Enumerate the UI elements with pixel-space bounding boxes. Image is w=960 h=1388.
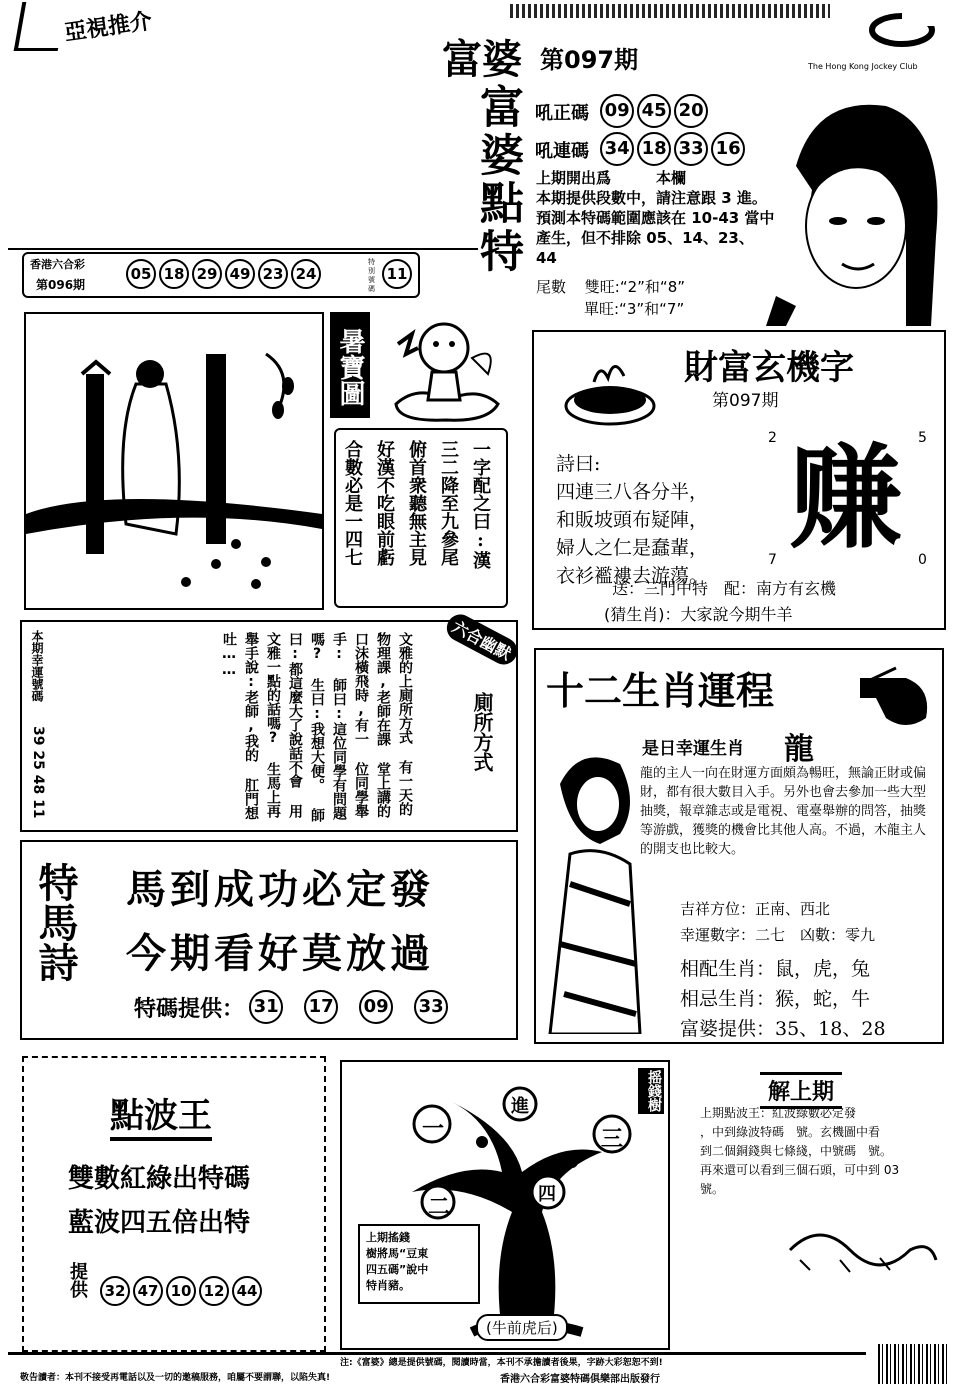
wave-number-ball: 44 [232, 1276, 262, 1306]
corner-digit: 2 [768, 430, 777, 446]
joke-column: 有一天的物理課,老師在課 [375, 632, 413, 816]
link-picks-label: 吼連碼 [535, 140, 589, 162]
fist-illustration [856, 658, 936, 738]
main-number-ball: 09 [600, 94, 634, 128]
footer-note: 注:《富婆》總是提供號碼，閱讀時當，本刊不承擔讀者後果，字跡大彩恕恕不到! [340, 1358, 663, 1368]
corner-digit: 0 [918, 552, 927, 568]
zodiac-title: 十二生肖運程 [546, 668, 775, 713]
poem-label: 詩曰: [556, 453, 601, 475]
poem-number-ball: 33 [414, 990, 448, 1024]
joke-column: 生馬上再舉手說:老師,我的 [243, 632, 281, 818]
main-number-ball: 45 [637, 94, 671, 128]
previous-number-ball: 05 [126, 259, 156, 289]
previous-numbers [126, 259, 324, 289]
fortune-poem [556, 450, 708, 590]
header-title: 富婆 [442, 36, 522, 83]
cupid-illustration [388, 304, 504, 426]
wave-title: 點波王 [110, 1088, 212, 1141]
header-tagline: 亞視推介 [62, 7, 154, 46]
riddle-picture-frame [24, 312, 324, 610]
header-logo-mark [14, 2, 67, 51]
picks-note-line: 上期開出爲 本欄 [536, 169, 687, 187]
last-line: 上期點波王：紅波綠數必定發 [700, 1106, 857, 1120]
link-number-ball: 33 [674, 132, 708, 166]
poem-line-2: 今期看好莫放過 [126, 930, 434, 977]
poem-number-ball: 31 [249, 990, 283, 1024]
picks-note-line: 本期提供段數中，請注意跟 3 進。 [536, 189, 767, 207]
previous-number-ball: 23 [258, 259, 288, 289]
wave-numbers [100, 1276, 265, 1306]
side-title: 富婆點特 [472, 84, 523, 276]
poem-provide [134, 990, 451, 1024]
joke-column: 師曰:這位同學有問題嗎? [309, 632, 347, 820]
previous-label: 香港六合彩 [30, 258, 85, 271]
link-picks [535, 132, 748, 166]
corner-digit: 5 [918, 430, 927, 446]
wave-number-ball: 12 [199, 1276, 229, 1306]
poem-number-ball: 17 [304, 990, 338, 1024]
zodiac-box [534, 648, 944, 1044]
special-number-ball: 11 [382, 259, 412, 289]
poem-number-ball: 09 [359, 990, 393, 1024]
last-line: 到二個銅錢與七條綫，中號碼 號。 [700, 1144, 893, 1158]
fortune-box [532, 330, 946, 630]
tree-node: 四 [538, 1184, 556, 1205]
wave-line-1: 雙數紅綠出特碼 [68, 1164, 251, 1194]
wave-line-2: 藍波四五倍出特 [68, 1208, 251, 1238]
joke-badge: 六合幽默 [442, 610, 522, 670]
main-picks-label: 吼正碼 [535, 102, 589, 124]
poem-box [20, 840, 518, 1040]
joke-column: 生曰:我想大便。 [309, 678, 325, 792]
tree-node: 進 [511, 1096, 529, 1117]
zodiac-direction: 吉祥方位：正南、西北 [680, 900, 831, 918]
tree-badge: 摇錢樹 [638, 1068, 664, 1114]
tail-single: 單旺:“3”和“7” [584, 300, 685, 318]
scholar-illustration [26, 314, 322, 608]
last-line: ，中到綠波特碼 號。玄機圖中看 [700, 1125, 881, 1139]
picks-note-line: 44 [536, 249, 557, 267]
poem-line: 和販坡頭布疑陣， [556, 509, 709, 531]
wave-box [22, 1056, 326, 1352]
joke-column: 肛門想吐…… [221, 632, 259, 820]
zodiac-woman-illustration [540, 744, 650, 1034]
lucky-label: 是日幸運生肖 [642, 739, 744, 759]
riddle-scroll [334, 428, 508, 608]
riddle-text [336, 440, 496, 600]
fortune-guess-line: (猜生肖)：大家說今期牛羊 [604, 605, 793, 624]
luck-numbers: 39 25 48 11 [30, 726, 46, 819]
last-line: 號。 [700, 1182, 725, 1196]
riddle-column: 合數必是一四七 [342, 440, 363, 566]
divider-line [8, 248, 478, 250]
riddle-column: 俯首衆聽無主見 [406, 440, 427, 566]
tree-illustration [342, 1062, 668, 1348]
joke-column: 師曰:都這麼大了說話不會 [287, 632, 325, 822]
link-number-ball: 18 [637, 132, 671, 166]
poem-provide-label: 特碼提供： [134, 997, 245, 1022]
joke-text [218, 632, 416, 822]
fortune-title: 財富玄機字 [684, 348, 854, 388]
link-number-ball: 34 [600, 132, 634, 166]
joke-column: 堂上講的口沫橫飛時,有一 [353, 632, 391, 818]
jockey-club-logo [868, 8, 936, 48]
tree-node: 一 [422, 1117, 445, 1142]
riddle-column: 一字配之曰:漢 [470, 440, 491, 569]
footer-notice: 敬告讀者：本刊不接受再電話以及一切的邀稿服務，咱屬不要謂聯，以陷失真! [20, 1373, 331, 1383]
wave-number-ball: 32 [100, 1276, 130, 1306]
last-body [700, 1104, 940, 1199]
poem-line-1: 馬到成功必定發 [126, 866, 434, 913]
picks-note-line: 預測本特碼範圍應該在 10-43 當中 [536, 209, 775, 227]
riddle-column: 三二降至九參尾 [438, 440, 459, 566]
dragon-sketch [780, 1210, 940, 1290]
zodiac-match: 相配生肖：鼠，虎，兔 [680, 958, 871, 980]
previous-results-bar [22, 252, 420, 298]
fortune-issue: 第097期 [712, 391, 779, 411]
joke-box [20, 620, 518, 832]
woman-portrait [756, 86, 952, 326]
picks-note-line: 產生，但不排除 05、14、23、 [536, 229, 754, 247]
last-title: 解上期 [760, 1072, 842, 1109]
header-issue: 第097期 [540, 46, 639, 74]
tree-caption-line: 上期搖錢 [366, 1231, 410, 1244]
money-tree-box [340, 1060, 670, 1350]
fortune-send-line: 送：三門中特 配：南方有玄機 [612, 579, 837, 598]
zodiac-avoid: 相忌生肖：猴，蛇，牛 [680, 988, 871, 1010]
wave-number-ball: 10 [166, 1276, 196, 1306]
poem-line: 婦人之仁是蠢輩， [556, 537, 709, 559]
special-label: 特別號碼 [368, 258, 375, 293]
previous-issue: 第096期 [36, 278, 86, 292]
main-picks [535, 94, 711, 128]
wave-provide-label: 提供 [67, 1262, 88, 1298]
joke-heading: 廁所方式 [470, 692, 494, 772]
previous-number-ball: 18 [159, 259, 189, 289]
tree-caption [360, 1226, 478, 1298]
previous-number-ball: 29 [192, 259, 222, 289]
barcode [878, 1344, 950, 1384]
tree-node: 三 [601, 1127, 624, 1152]
riddle-badge: 暑寶圖 [330, 312, 370, 418]
footer-publisher: 香港六合彩富婆特碼俱樂部出版發行 [500, 1374, 660, 1385]
header-decoration [510, 4, 830, 18]
riddle-column: 好漢不吃眼前虧 [374, 440, 395, 566]
fortune-big-character: 赚 [790, 433, 902, 564]
corner-digit: 7 [768, 552, 777, 568]
zodiac-body: 龍的主人一向在財運方面頗為暢旺，無論正財或偏財，都有很大數目入手。另外也會去參加一些大型抽獎，報章雜志或是電視、電臺舉辦的問答，抽獎等游戲，獲獎的機會比其他人高。不過，木龍主人的開支也比較大。 [640, 766, 927, 857]
teapot-icon [554, 342, 664, 442]
wave-number-ball: 47 [133, 1276, 163, 1306]
joke-column: 用文雅一點的話嗎? [265, 632, 303, 818]
tree-caption-box [358, 1224, 480, 1304]
tree-bottom-caption: (牛前虎后) [476, 1314, 568, 1341]
tree-caption-line: 四五碼”說中 [366, 1263, 429, 1276]
joke-column: 位同學舉手: [331, 632, 369, 818]
jockey-club-name: The Hong Kong Jockey Club [808, 62, 918, 71]
zodiac-numbers: 幸運數字：二七 凶數：零九 [680, 926, 876, 944]
tail-label: 尾數 [536, 278, 567, 296]
tree-node: 二 [428, 1195, 451, 1220]
poem-line: 衣衫襤褸去游蕩。 [556, 565, 709, 587]
tree-caption-line: 特肖豬。 [366, 1279, 410, 1292]
link-number-ball: 16 [711, 132, 745, 166]
tail-numbers [536, 276, 685, 320]
tail-double: 雙旺:“2”和“8” [584, 278, 686, 296]
lucky-animal: 龍 [784, 732, 814, 767]
poem-line: 四連三八各分半， [556, 481, 709, 503]
previous-number-ball: 49 [225, 259, 255, 289]
poem-label: 特馬詩 [32, 862, 79, 982]
last-line: 再來還可以看到三個石頭，可中到 03 [700, 1163, 900, 1177]
luck-label: 本期幸運號碼 [30, 630, 44, 702]
joke-column: 文雅的上廁所方式 [397, 632, 413, 744]
tree-caption-line: 樹將馬“豆東 [366, 1247, 429, 1260]
zodiac-provide: 富婆提供：35、18、28 [680, 1018, 886, 1040]
previous-number-ball: 24 [291, 259, 321, 289]
main-number-ball: 20 [674, 94, 708, 128]
